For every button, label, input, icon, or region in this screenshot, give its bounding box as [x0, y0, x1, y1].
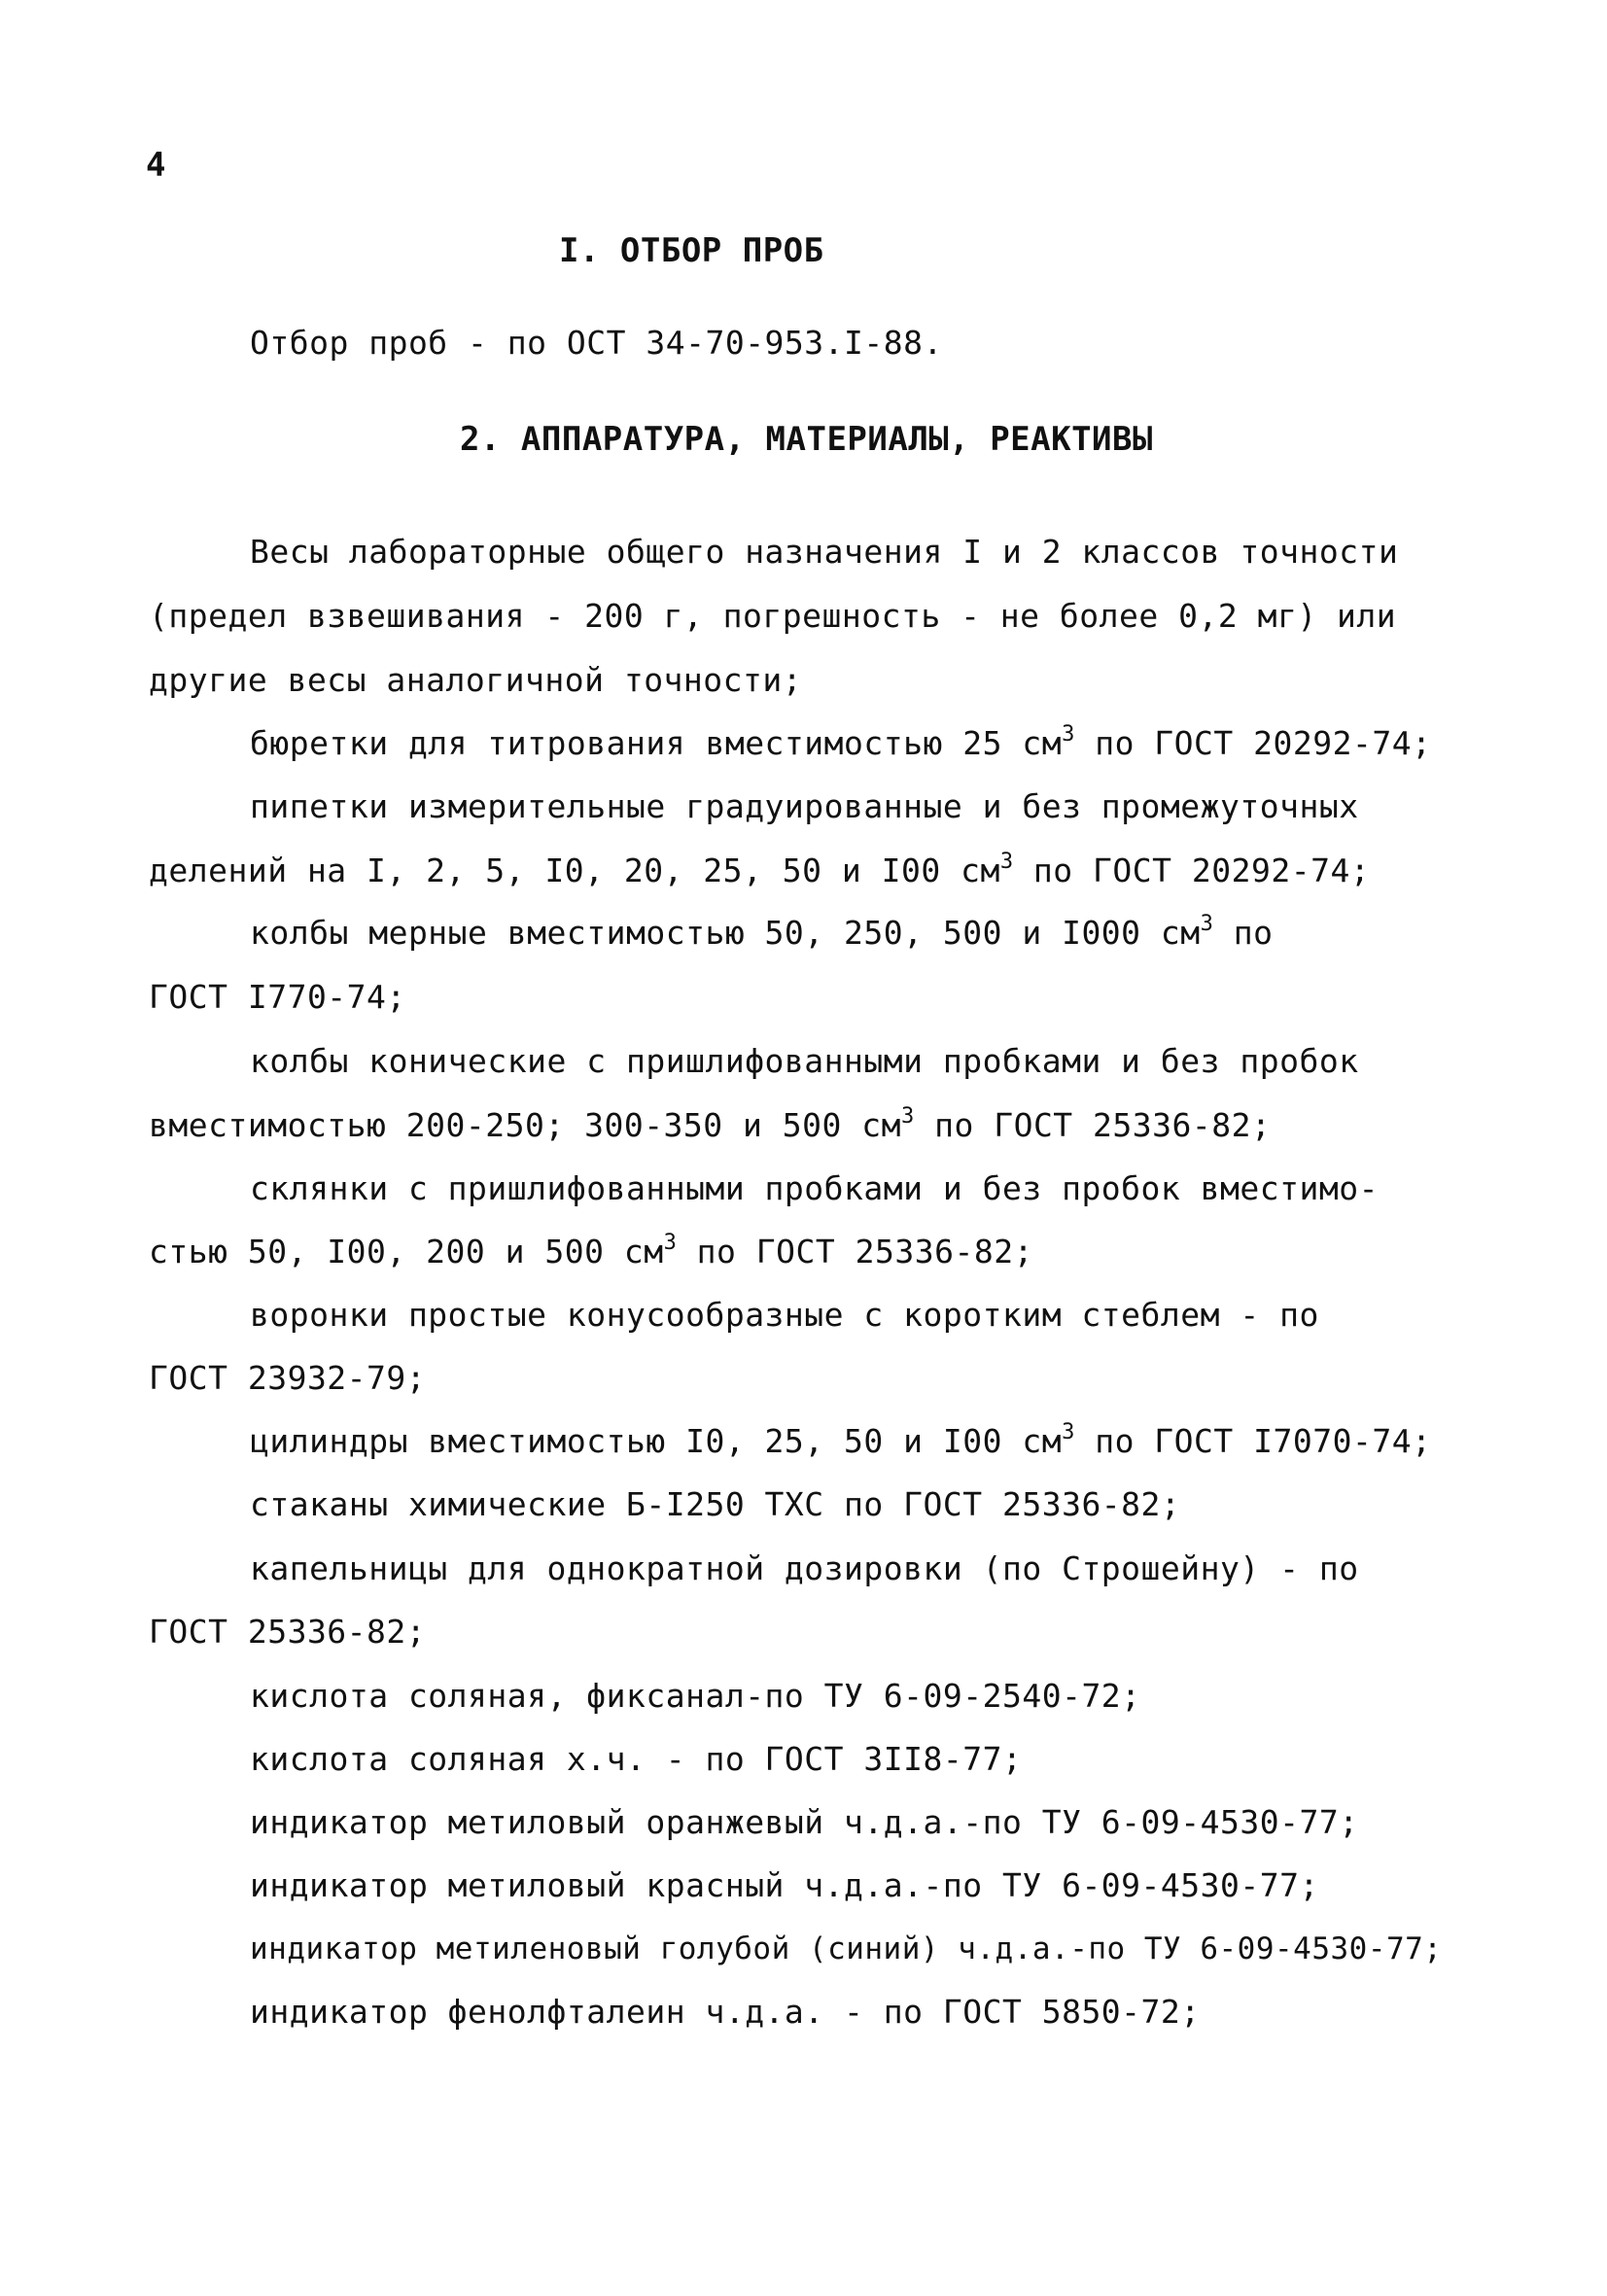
list-item [250, 1422, 1431, 1461]
paragraph-line: другие весы аналогичной точности; [149, 661, 803, 699]
list-item-text: по ГОСТ 25336-82; [914, 1106, 1272, 1144]
list-item: индикатор метиловый оранжевый ч.д.а.-по ТУ 6-09-4530-77; [250, 1803, 1359, 1841]
list-item: воронки простые конусообразные с коротким стеблем - по [250, 1296, 1319, 1334]
list-item: ГОСТ I770-74; [149, 978, 406, 1016]
list-item-text: по ГОСТ 20292-74; [1074, 724, 1432, 762]
list-item-text: по ГОСТ 20292-74; [1013, 852, 1371, 889]
list-item: колбы конические с пришлифованными пробками и без пробок [250, 1042, 1359, 1080]
paragraph-line: Весы лабораторные общего назначения I и 2 классов точности [250, 533, 1399, 571]
list-item-text: цилиндры вместимостью I0, 25, 50 и I00 см [250, 1422, 1063, 1460]
page-number: 4 [146, 146, 166, 185]
list-item: пипетки измерительные градуированные и без промежуточных [250, 787, 1359, 825]
superscript: 3 [1062, 722, 1075, 747]
superscript: 3 [1062, 1420, 1075, 1444]
list-item: склянки с пришлифованными пробками и без пробок вместимо- [250, 1169, 1379, 1207]
list-item [149, 1233, 1033, 1271]
list-item: ГОСТ 23932-79; [149, 1359, 427, 1397]
list-item-text: колбы мерные вместимостью 50, 250, 500 и I000 см [250, 914, 1201, 952]
list-item: стаканы химические Б-I250 ТХС по ГОСТ 25336-82; [250, 1485, 1181, 1523]
list-item [149, 852, 1370, 890]
section-1-heading: I. ОТБОР ПРОБ [559, 231, 824, 270]
list-item [149, 1106, 1271, 1145]
list-item-text: вместимостью 200-250; 300-350 и 500 см [149, 1106, 901, 1144]
list-item [250, 724, 1431, 763]
list-item-text: по ГОСТ 25336-82; [677, 1233, 1033, 1270]
list-item-text: бюретки для титрования вместимостью 25 см [250, 724, 1063, 762]
section-1-text: Отбор проб - по ОСТ 34-70-953.I-88. [250, 324, 943, 362]
list-item: индикатор метиленовый голубой (синий) ч.д.а.-по ТУ 6-09-4530-77; [250, 1931, 1443, 1966]
list-item: индикатор метиловый красный ч.д.а.-по ТУ 6-09-4530-77; [250, 1866, 1319, 1904]
list-item: ГОСТ 25336-82; [149, 1613, 427, 1651]
list-item: кислота соляная х.ч. - по ГОСТ 3II8-77; [250, 1740, 1023, 1778]
list-item: индикатор фенолфталеин ч.д.а. - по ГОСТ 5850-72; [250, 1993, 1201, 2031]
section-2-heading: 2. АППАРАТУРА, МАТЕРИАЛЫ, РЕАКТИВЫ [460, 420, 1153, 459]
list-item-text: по ГОСТ I7070-74; [1074, 1422, 1432, 1460]
paragraph-line: (предел взвешивания - 200 г, погрешность - не более 0,2 мг) или [149, 597, 1397, 635]
list-item [250, 914, 1274, 953]
list-item-text: стью 50, I00, 200 и 500 см [149, 1233, 664, 1270]
superscript: 3 [900, 1104, 915, 1129]
list-item-text: делений на I, 2, 5, I0, 20, 25, 50 и I00 см [149, 852, 1000, 889]
superscript: 3 [999, 850, 1014, 874]
superscript: 3 [663, 1231, 678, 1255]
list-item-text: по [1213, 914, 1274, 952]
list-item: кислота соляная, фиксанал-по ТУ 6-09-2540-72; [250, 1677, 1141, 1715]
superscript: 3 [1200, 912, 1214, 936]
list-item: капельницы для однократной дозировки (по Строшейну) - по [250, 1549, 1359, 1587]
